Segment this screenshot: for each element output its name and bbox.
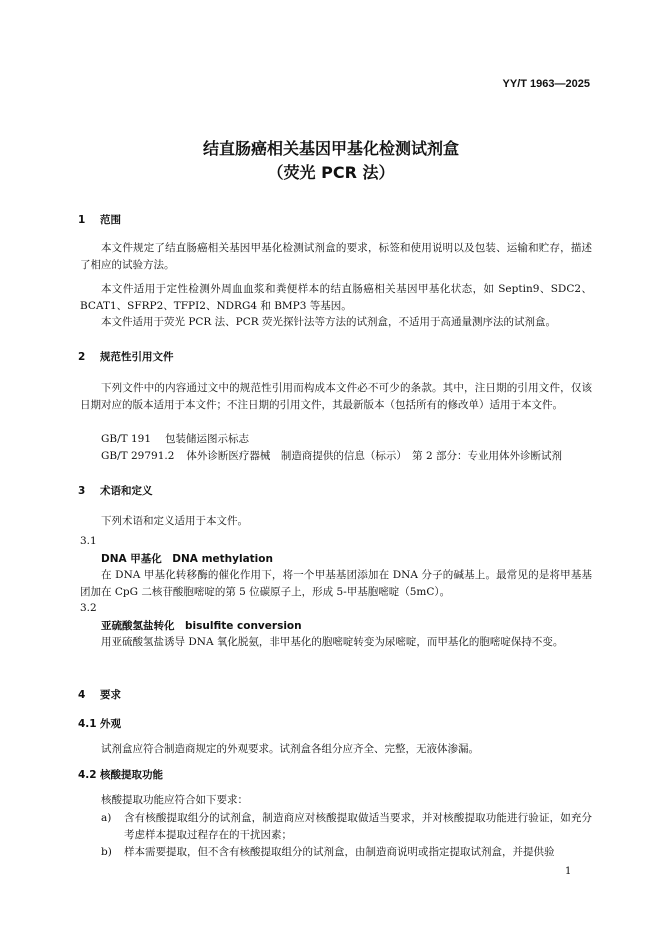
document-subtitle: （荧光 PCR 法） [267, 163, 395, 182]
section-title: 外观 [100, 718, 121, 730]
definition-bisulfite-conversion: 用亚硫酸氢盐诱导 DNA 氧化脱氨，非甲基化的胞嘧啶转变为尿嘧啶，而甲基化的胞嘧啶保持不变。 [101, 636, 564, 648]
section-number: 4.2 [78, 769, 97, 781]
list-marker: b) [101, 846, 112, 858]
section-4-heading [78, 687, 121, 702]
section-title: 要求 [100, 689, 121, 701]
section-number: 2 [78, 351, 86, 363]
reference-title: 包装储运图示标志 [165, 433, 250, 445]
appearance-requirement: 试剂盒应符合制造商规定的外观要求。试剂盒各组分应齐全、完整，无液体渗漏。 [101, 743, 479, 755]
section-3-heading [78, 483, 153, 498]
term-dna-methylation: DNA 甲基化 DNA methylation [101, 553, 273, 565]
section-title: 规范性引用文件 [100, 351, 174, 363]
scope-paragraph-2: 本文件适用于定性检测外周血血浆和粪便样本的结直肠癌相关基因甲基化状态，如 Septin9、SDC2、BCAT1、SFRP2、TFPI2、NDRG4 和 BMP3 等基因。 [80, 283, 592, 312]
definition-dna-methylation: 在 DNA 甲基化转移酶的催化作用下，将一个甲基基团添加在 DNA 分子的碱基上。最常见的是将甲基基团加在 CpG 二核苷酸胞嘧啶的第 5 位碳原子上，形成 5-甲基胞嘧啶（5mC）。 [80, 569, 592, 598]
section-title: 核酸提取功能 [100, 769, 163, 781]
section-1-heading [78, 212, 121, 227]
clause-3-1-number: 3.1 [80, 535, 97, 547]
document-number: YY/T 1963—2025 [502, 78, 590, 90]
section-number: 4 [78, 689, 86, 701]
reference-item [101, 448, 562, 463]
section-title: 范围 [100, 214, 121, 226]
list-marker: a) [101, 812, 112, 824]
section-number: 3 [78, 485, 86, 497]
list-item-text: 样本需要提取，但不含有核酸提取组分的试剂盒，由制造商说明或指定提取试剂盒，并提供验 [124, 846, 555, 858]
list-item [80, 810, 592, 844]
term-bisulfite-conversion: 亚硫酸氢盐转化 bisulfite conversion [101, 620, 302, 632]
clause-3-2-number: 3.2 [80, 602, 97, 614]
list-item-text: 含有核酸提取组分的试剂盒，制造商应对核酸提取做适当要求，并对核酸提取功能进行验证，如充分考虑样本提取过程存在的干扰因素； [124, 812, 592, 841]
extraction-intro: 核酸提取功能应符合如下要求： [101, 794, 248, 806]
reference-code: GB/T 191 [101, 433, 152, 445]
section-title: 术语和定义 [100, 485, 153, 497]
terms-intro: 下列术语和定义适用于本文件。 [101, 515, 248, 527]
section-number: 4.1 [78, 718, 97, 730]
normative-references-paragraph: 下列文件中的内容通过文中的规范性引用而构成本文件必不可少的条款。其中，注日期的引用文件，仅该日期对应的版本适用于本文件；不注日期的引用文件，其最新版本（包括所有的修改单）适用于本文件。 [80, 382, 592, 411]
scope-paragraph-3: 本文件适用于荧光 PCR 法、PCR 荧光探针法等方法的试剂盒，不适用于高通量测序法的试剂盒。 [101, 316, 557, 328]
section-2-heading [78, 349, 174, 364]
section-number: 1 [78, 214, 86, 226]
reference-item [101, 431, 249, 446]
scope-paragraph-1: 本文件规定了结直肠癌相关基因甲基化检测试剂盒的要求，标签和使用说明以及包装、运输和贮存，描述了相应的试验方法。 [80, 242, 592, 271]
reference-code: GB/T 29791.2 [101, 450, 175, 462]
section-4-2-heading [78, 767, 163, 782]
page-number: 1 [565, 866, 572, 877]
list-item [80, 844, 592, 861]
section-4-1-heading [78, 716, 121, 731]
reference-title: 体外诊断医疗器械 制造商提供的信息（标示） 第 2 部分：专业用体外诊断试剂 [186, 450, 563, 462]
document-title: 结直肠癌相关基因甲基化检测试剂盒 [202, 139, 459, 158]
